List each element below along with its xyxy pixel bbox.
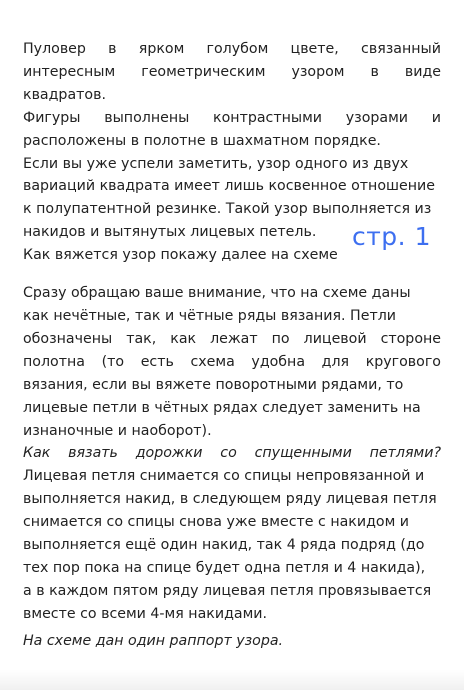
p1-line2: интересным геометрическим узором в виде — [23, 63, 441, 80]
p4-line6: лицевые петли в чётных рядах следует заменить на — [23, 399, 421, 416]
p5-line6: а в каждом пятом ряду лицевая петля провязывается — [23, 582, 432, 599]
p5-line1: Лицевая петля снимается со спицы непровязанной и — [23, 468, 425, 485]
p4-line3: обозначены так, как лежат по лицевой стороне — [23, 330, 441, 347]
p3-line3: к полупатентной резинке. Такой узор выполняется из — [23, 201, 432, 218]
p2-line2: расположены в полотне в шахматном порядке. — [23, 132, 381, 149]
page-bottom-edge — [0, 670, 464, 690]
p4-line5: вязания, если вы вяжете поворотными рядами, то — [23, 376, 404, 393]
p3-line5: Как вяжется узор покажу далее на схеме — [23, 247, 338, 264]
p5-line2: выполняется накид, в следующем ряду лицевая петля — [23, 491, 437, 508]
p3-line2: вариаций квадрата имеет лишь косвенное отношение — [23, 178, 435, 195]
footer-note: На схеме дан один раппорт узора. — [23, 632, 284, 649]
p4-line1: Сразу обращаю ваше внимание, что на схеме даны — [23, 285, 411, 302]
p3-line4: накидов и вытянутых лицевых петель. — [23, 224, 317, 241]
p1-line3: квадратов. — [23, 86, 106, 103]
p4-line4: полотна (то есть схема удобна для кругового — [23, 353, 441, 370]
p5-line3: снимается со спицы снова уже вместе с накидом и — [23, 514, 410, 531]
p2-line1: Фигуры выполнены контрастными узорами и — [23, 109, 441, 126]
p3-line1: Если вы уже успели заметить, узор одного из двух — [23, 155, 409, 172]
p4-line7: изнаночные и наоборот). — [23, 422, 212, 439]
paragraph-gap — [23, 267, 441, 282]
article-body — [23, 38, 441, 653]
p1-line1: Пуловер в ярком голубом цвете, связанный — [23, 41, 441, 57]
p5-line7: вместе со всеми 4-мя накидами. — [23, 605, 268, 622]
p4-line2: как нечётные, так и чётные ряды вязания. Петли — [23, 307, 397, 324]
p5-line4: выполняется ещё один накид, так 4 ряда подряд (до — [23, 537, 425, 554]
p5-heading: Как вязать дорожки со спущенными петлями? — [23, 445, 441, 462]
p5-line5: тех пор пока на спице будет одна петля и 4 накида), — [23, 559, 426, 576]
page-number-label: стр. 1 — [352, 222, 431, 251]
